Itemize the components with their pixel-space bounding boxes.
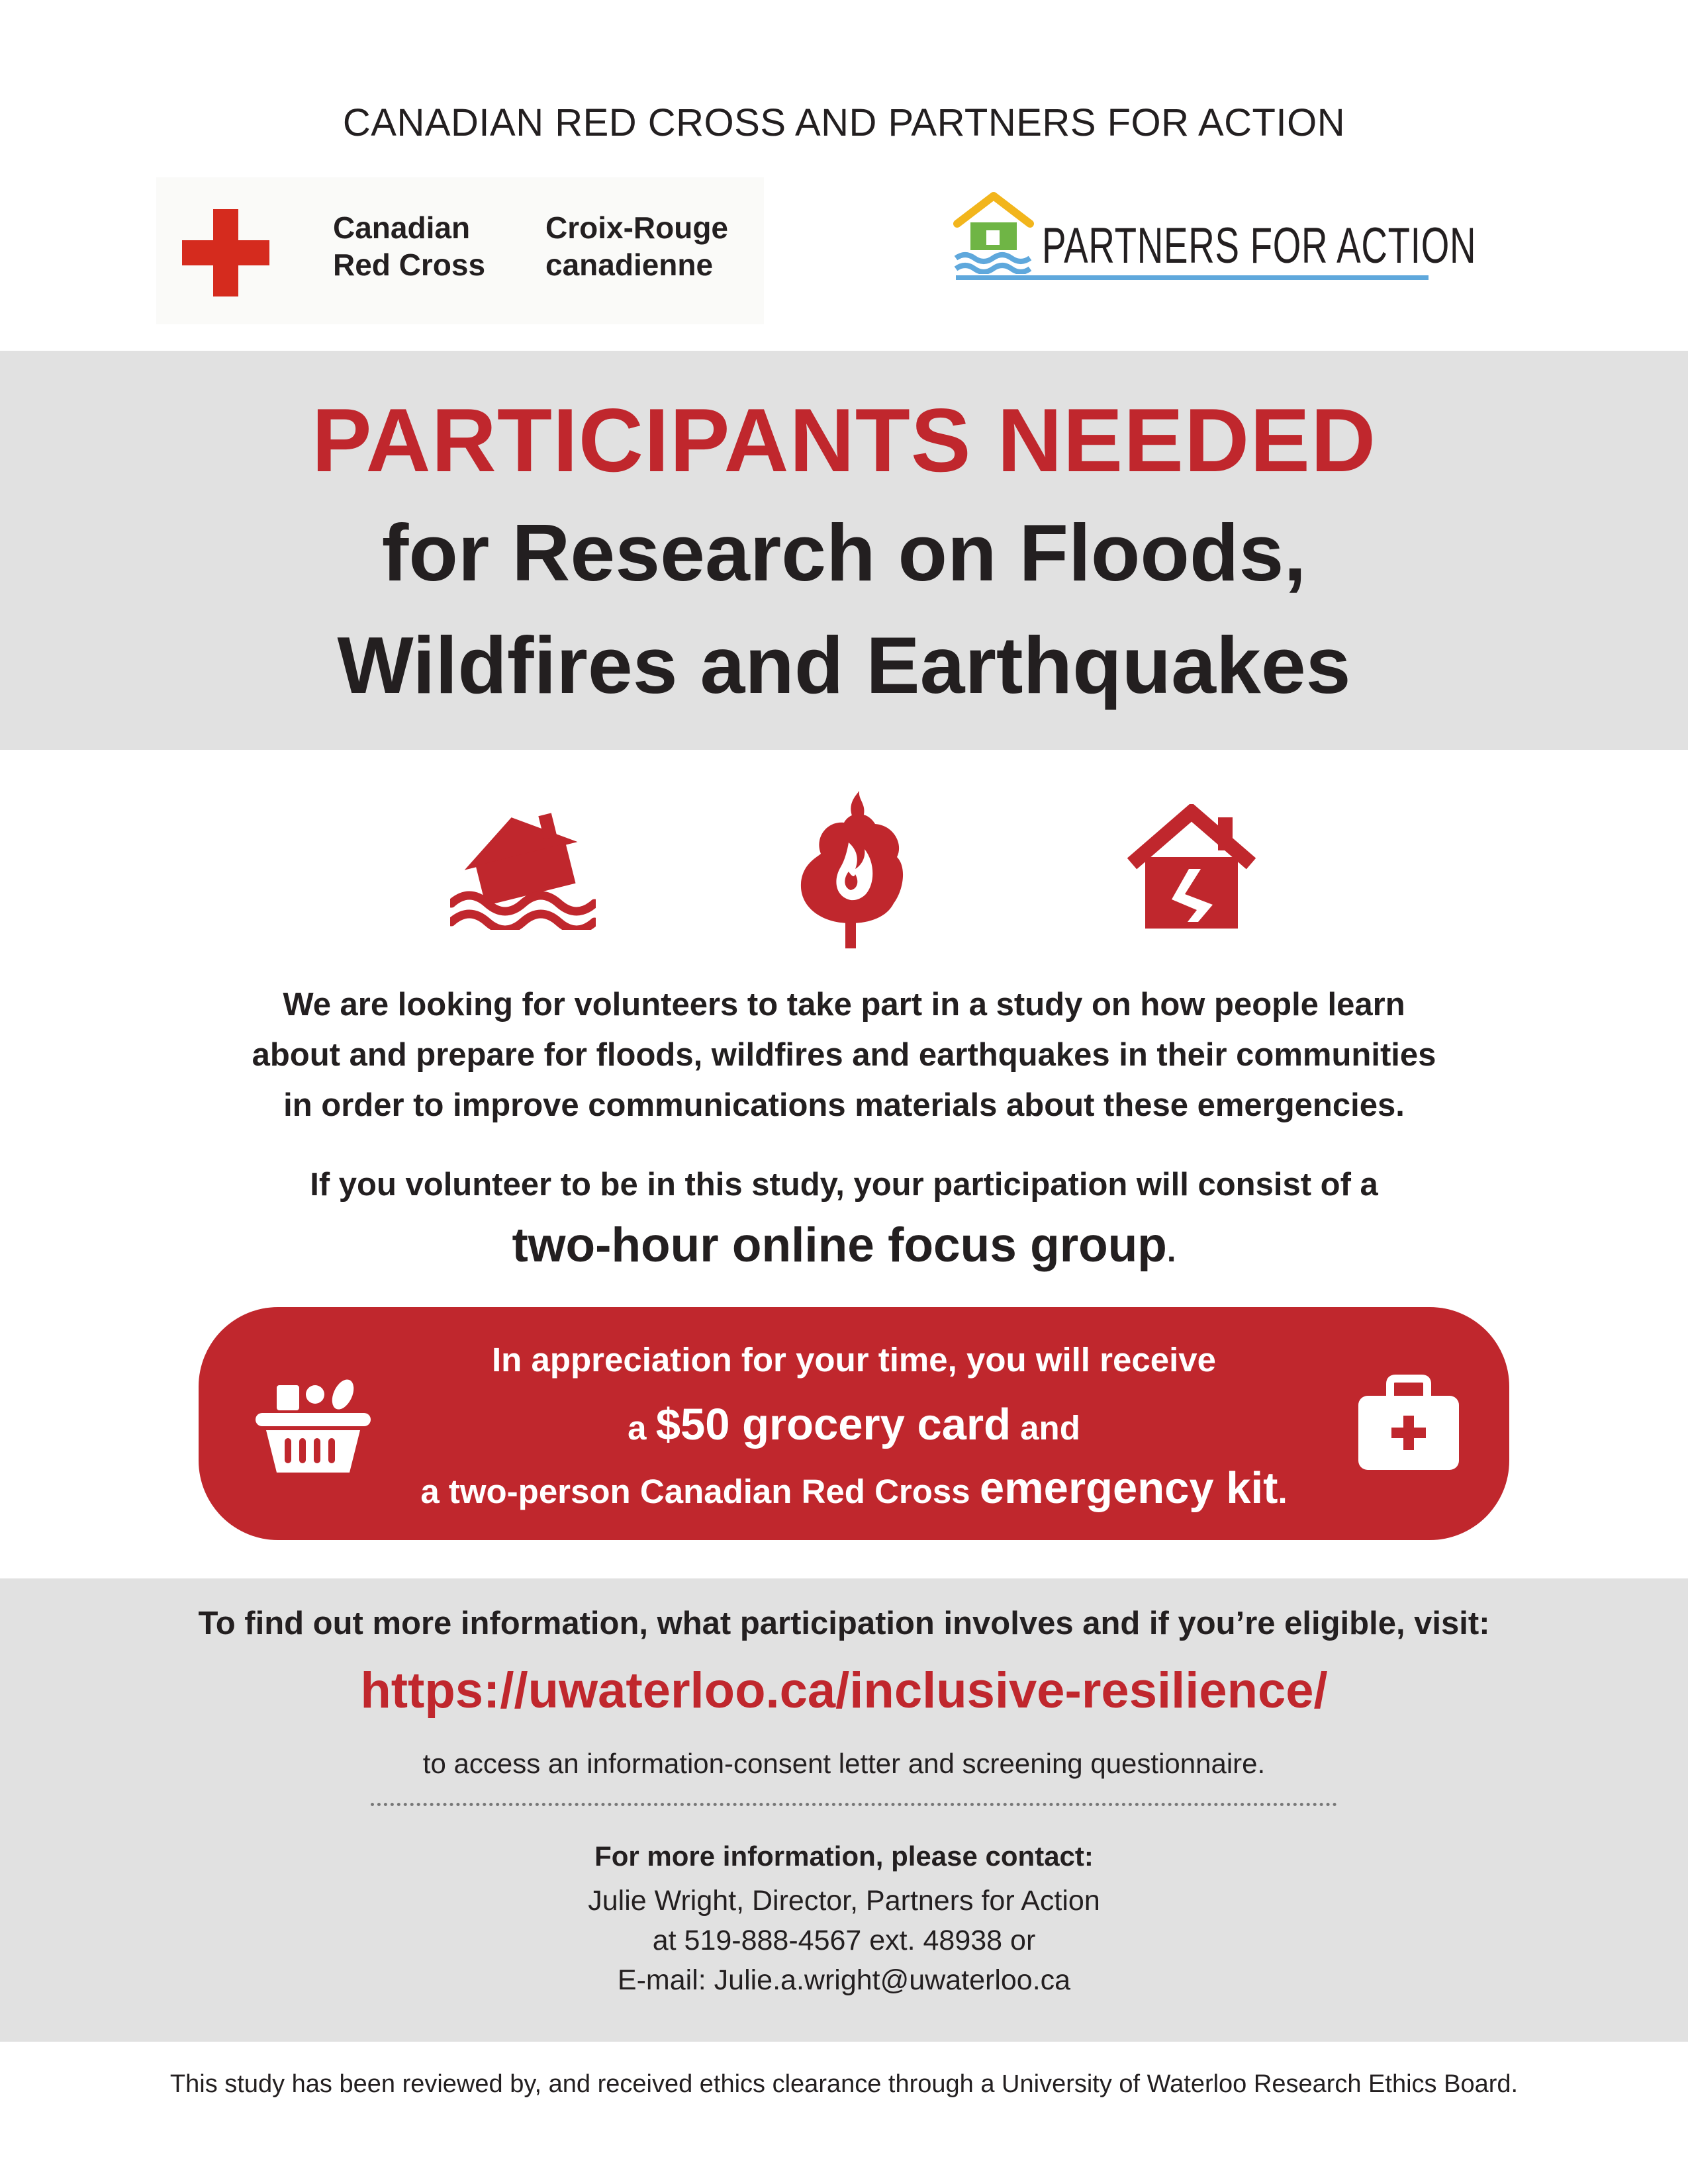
focus-group-period: . (1166, 1233, 1176, 1269)
partners-for-action-wordmark: PARTNERS FOR ACTION (1042, 218, 1477, 274)
study-url-link[interactable]: https://uwaterloo.ca/inclusive-resilience/ (360, 1662, 1328, 1719)
reward-line2-suffix: and (1011, 1409, 1080, 1447)
page-header-title: CANADIAN RED CROSS AND PARTNERS FOR ACTION (342, 101, 1346, 144)
dotted-divider (371, 1803, 1337, 1806)
emergency-kit-highlight: emergency kit (979, 1463, 1278, 1513)
red-cross-english-line1: Canadian (333, 210, 471, 245)
contact-name: Julie Wright, Director, Partners for Action (588, 1885, 1100, 1917)
hero-subtitle-line1: for Research on Floods, (381, 508, 1307, 598)
reward-line2-prefix: a (628, 1409, 656, 1447)
wildfire-icon (794, 791, 907, 950)
contact-email[interactable]: E-mail: Julie.a.wright@uwaterloo.ca (617, 1964, 1071, 1996)
hero-title: PARTICIPANTS NEEDED (311, 390, 1377, 490)
reward-line2 (199, 1392, 1509, 1461)
wordmark-underline (956, 275, 1429, 280)
participation-intro: If you volunteer to be in this study, your participation will consist of a (310, 1167, 1378, 1203)
contact-phone: at 519-888-4567 ext. 48938 or (652, 1925, 1036, 1956)
red-cross-logo (156, 177, 764, 324)
partners-for-action-logo (953, 192, 1477, 285)
focus-group-line (0, 1212, 1688, 1284)
reward-banner (199, 1307, 1509, 1540)
red-cross-english-line2: Red Cross (333, 248, 486, 282)
reward-line3-suffix: . (1278, 1473, 1288, 1510)
reward-line3-prefix: a two-person Canadian Red Cross (420, 1473, 980, 1510)
reward-line3 (199, 1461, 1509, 1520)
ethics-statement: This study has been reviewed by, and received ethics clearance through a University of Waterloo Research Ethics Board. (169, 2070, 1519, 2098)
grocery-card-highlight: $50 grocery card (655, 1400, 1011, 1449)
contact-heading: For more information, please contact: (594, 1841, 1094, 1872)
visit-instructions: To find out more information, what participation involves and if you’re eligible, visit: (198, 1606, 1490, 1641)
red-cross-french-line1: Croix-Rouge (545, 210, 728, 245)
red-cross-french-line2: canadienne (545, 248, 714, 282)
house-water-icon (953, 192, 1034, 274)
access-note: to access an information-consent letter and screening questionnaire. (422, 1748, 1266, 1779)
focus-group-text: two-hour online focus group (512, 1218, 1167, 1272)
description-line3: in order to improve communications materials about these emergencies. (283, 1087, 1405, 1123)
first-aid-kit-icon (1356, 1373, 1462, 1471)
earthquake-icon (1125, 804, 1258, 930)
flood-icon (450, 804, 596, 930)
description-line2: about and prepare for floods, wildfires and earthquakes in their communities (252, 1037, 1436, 1073)
description-line1: We are looking for volunteers to take part in a study on how people learn (283, 987, 1405, 1023)
red-cross-symbol-horizontal (182, 240, 269, 265)
reward-line1: In appreciation for your time, you will receive (492, 1341, 1216, 1379)
hero-subtitle-line2: Wildfires and Earthquakes (337, 620, 1351, 710)
